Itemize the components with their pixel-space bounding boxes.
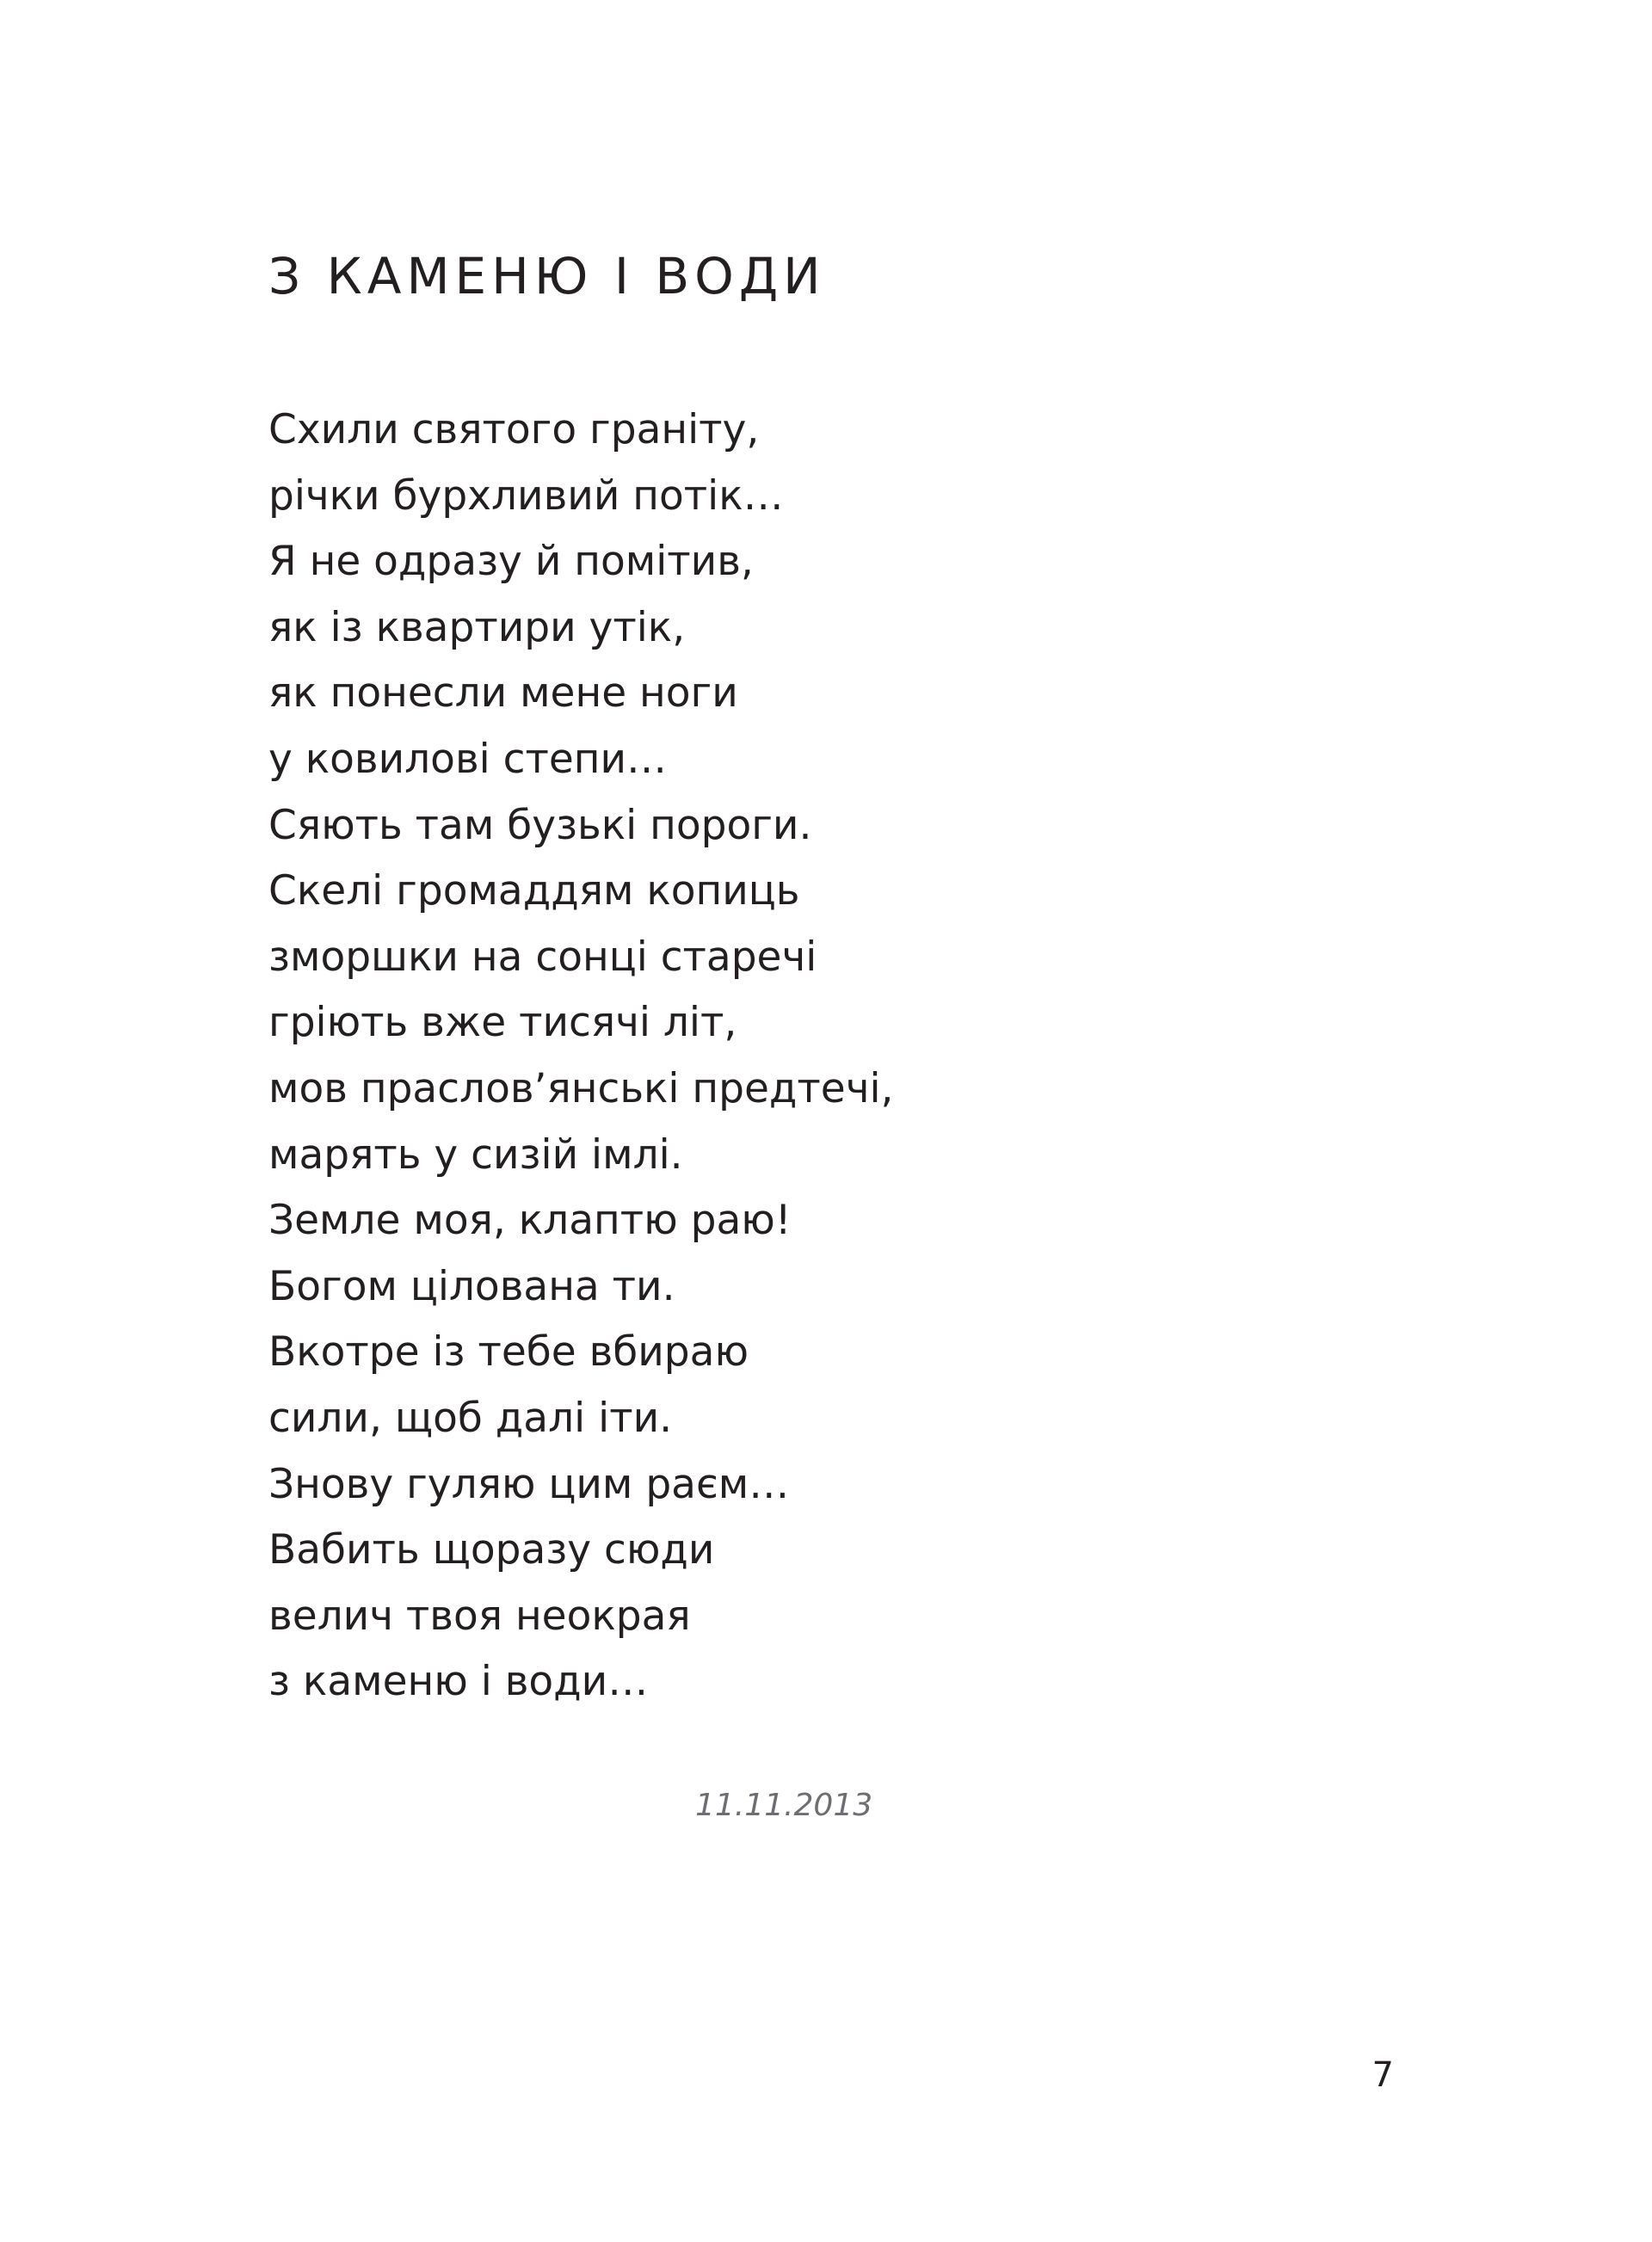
poem-line: Знову гуляю цим раєм… [268, 1460, 790, 1508]
poem-line: Скелі громаддям копиць [268, 867, 800, 915]
poem-line: Схили святого граніту, [268, 406, 760, 453]
poem-line: Богом цілована ти. [268, 1262, 675, 1310]
poem-line: Я не одразу й помітив, [268, 538, 754, 586]
poem-line: як із квартири утік, [268, 603, 686, 651]
poem-line: марять у сизій імлі. [268, 1130, 683, 1179]
poem-line: Вкотре із тебе вбираю [268, 1328, 749, 1377]
poem-line: з каменю і води… [268, 1658, 649, 1706]
poem-line: зморшки на сонці старечі [268, 933, 817, 981]
page-number: 7 [1372, 2055, 1394, 2095]
poem-line: Земле моя, клаптю раю! [268, 1197, 792, 1245]
poem-line: як понесли мене ноги [268, 669, 738, 718]
poem-line: у ковилові степи… [268, 735, 668, 783]
poem-line: річки бурхливий потік… [268, 471, 784, 520]
poem-line: велич твоя неокрая [268, 1592, 691, 1640]
poem-line: Вабить щоразу сюди [268, 1526, 715, 1574]
poem-body [268, 397, 893, 1715]
poem-line: гріють вже тисячі літ, [268, 999, 737, 1047]
poem-line: мов праслов’янські предтечі, [268, 1064, 894, 1112]
poem-date: 11.11.2013 [695, 1788, 873, 1823]
poem-line: Сяють там бузькі пороги. [268, 801, 812, 849]
poem-title: З КАМЕНЮ І ВОДИ [268, 247, 826, 305]
poem-line: сили, щоб далі іти. [268, 1394, 673, 1442]
